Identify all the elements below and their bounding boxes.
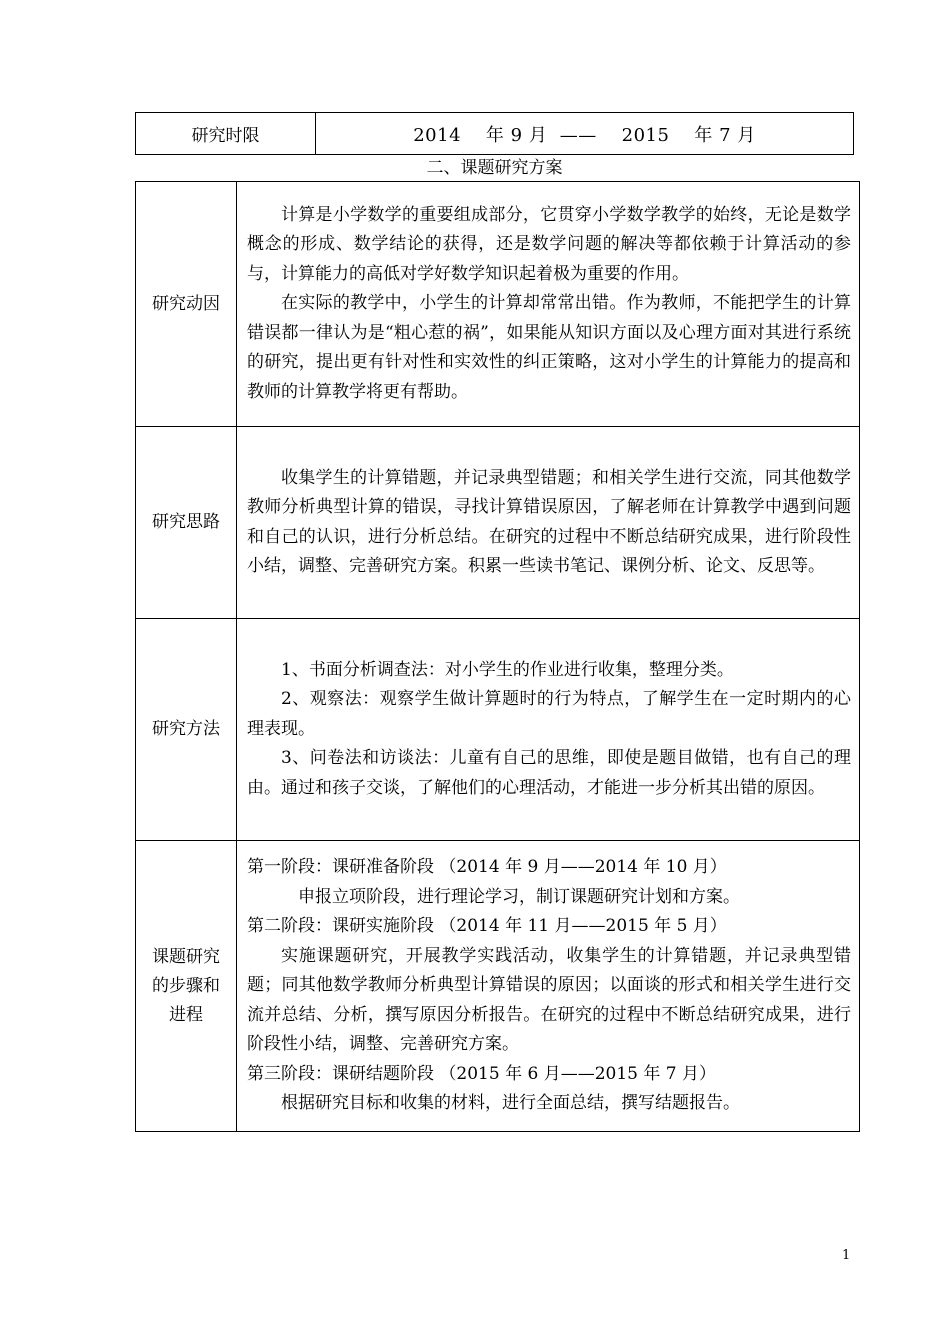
research-period-label: 研究时限 (136, 113, 316, 154)
row-content-approach (237, 427, 859, 618)
row-label-methods: 研究方法 (136, 619, 237, 840)
stage-1-text: 申报立项阶段，进行理论学习，制订课题研究计划和方案。 (298, 886, 740, 907)
row-content-schedule (237, 841, 859, 1131)
stage-1-title: 第一阶段：课研准备阶段 （2014 年 9 月——2014 年 10 月） (247, 857, 727, 878)
row-content-methods (237, 619, 859, 840)
table-row-approach (136, 426, 859, 618)
table-row-motivation (136, 182, 859, 426)
research-period-table (135, 112, 854, 155)
section-title: 二、课题研究方案 (426, 158, 563, 178)
table-row-schedule (136, 840, 859, 1131)
table-row-methods (136, 618, 859, 840)
stage-3-title: 第三阶段：课研结题阶段 （2015 年 6 月——2015 年 7 月） (247, 1063, 716, 1084)
stage-2-title: 第二阶段：课研实施阶段 （2014 年 11 月——2015 年 5 月） (247, 916, 727, 937)
method-item-1: 1、书面分析调查法：对小学生的作业进行收集，整理分类。 (281, 659, 734, 680)
stage-2-text: 实施课题研究，开展教学实践活动，收集学生的计算错题，并记录典型错题；同其他数学教师分析典型计算错误的原因；以面谈的形式和相关学生进行交流并总结、分析，撰写原因分析报告。在研究的过程中不断总结研究成果，进行阶段性小结，调整、完善研究方案。 (247, 945, 851, 1055)
page-number: 1 (842, 1248, 851, 1263)
method-item-3: 3、问卷法和访谈法：儿童有自己的思维，即使是题目做错，也有自己的理由。通过和孩子交谈，了解他们的心理活动，才能进一步分析其出错的原因。 (247, 748, 851, 798)
row-label-motivation: 研究动因 (136, 182, 237, 426)
approach-paragraph: 收集学生的计算错题，并记录典型错题；和相关学生进行交流，同其他数学教师分析典型计算的错误，寻找计算错误原因，了解老师在计算教学中遇到问题和自己的认识，进行分析总结。在研究的过程中不断总结研究成果，进行阶段性小结，调整、完善研究方案。积累一些读书笔记、课例分析、论文、反思等。 (247, 467, 851, 576)
motivation-paragraph-2: 在实际的教学中，小学生的计算却常常出错。作为教师，不能把学生的计算错误都一律认为是“粗心惹的祸”，如果能从知识方面以及心理方面对其进行系统的研究，提出更有针对性和实效性的纠正策略，这对小学生的计算能力的提高和教师的计算教学将更有帮助。 (247, 293, 851, 402)
research-plan-table (135, 181, 860, 1132)
method-item-2: 2、观察法：观察学生做计算题时的行为特点，了解学生在一定时期内的心理表现。 (247, 689, 851, 739)
row-label-approach: 研究思路 (136, 427, 237, 618)
motivation-paragraph-1: 计算是小学数学的重要组成部分，它贯穿小学数学教学的始终，无论是数学概念的形成、数学结论的获得，还是数学问题的解决等都依赖于计算活动的参与，计算能力的高低对学好数学知识起着极为重要的作用。 (247, 204, 851, 284)
stage-3-text: 根据研究目标和收集的材料，进行全面总结，撰写结题报告。 (281, 1093, 740, 1114)
row-content-motivation (237, 182, 859, 426)
research-period-value: 2014 年 9 月 —— 2015 年 7 月 (413, 124, 756, 146)
row-label-schedule: 课题研究的步骤和进程 (136, 841, 237, 1131)
